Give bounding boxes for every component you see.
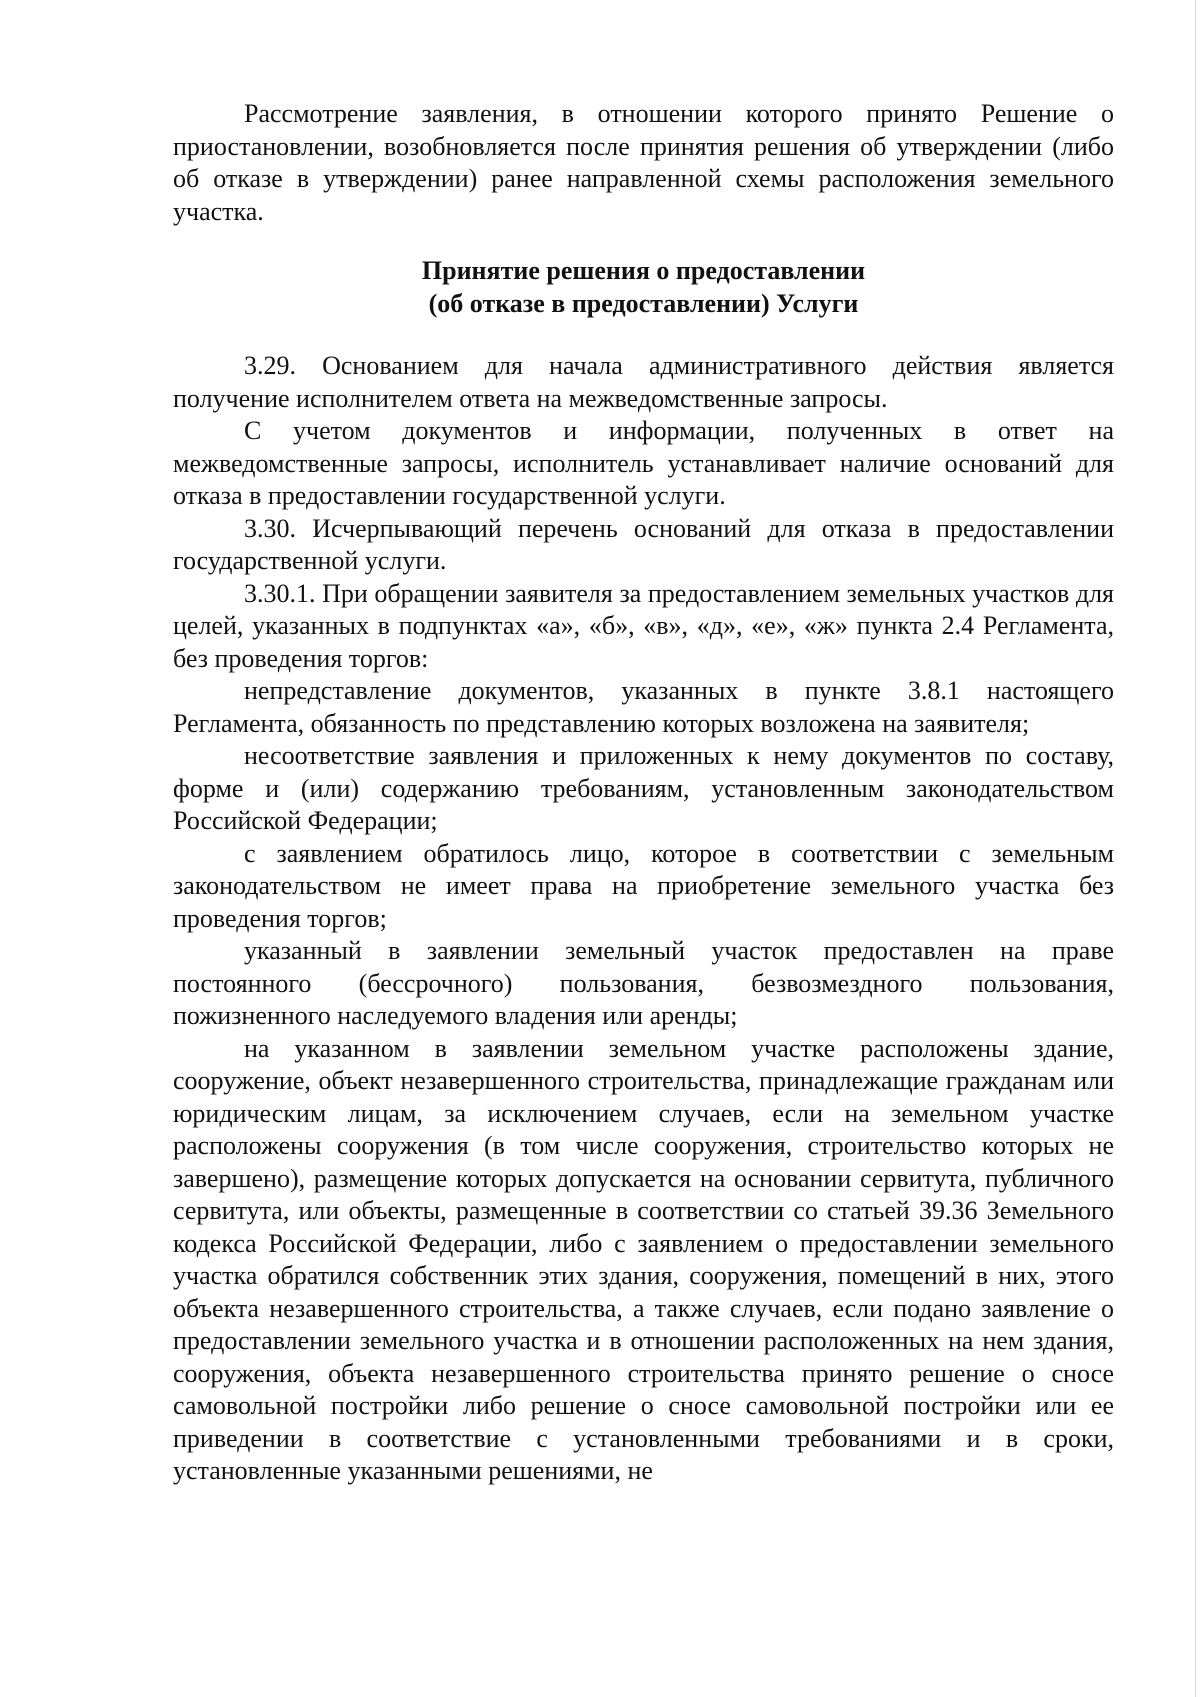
section-heading-line-2: (об отказе в предоставлении) Услуги	[428, 288, 859, 318]
list-item-no-right: с заявлением обратилось лицо, которое в соответствии с земельным законодательством не имеет права на приобретение земельного участка без проведения торгов;	[173, 838, 1114, 933]
section-heading	[173, 255, 1114, 320]
paragraph-3-29: 3.29. Основанием для начала административного действия является получение исполнителем ответа на межведомственные запросы.	[173, 351, 1114, 413]
document-body	[173, 98, 1114, 1488]
list-item-noncompliance: несоответствие заявления и приложенных к нему документов по составу, форме и (или) содержанию требованиям, установленным законодательством Российской Федерации;	[173, 741, 1114, 835]
intro-paragraph: Рассмотрение заявления, в отношении которого принято Решение о приостановлении, возобновляется после принятия решения об утверждении (либо об отказе в утверждении) ранее направленной схемы расположения земельного участка.	[173, 99, 1114, 226]
paragraph-interagency-info: С учетом документов и информации, полученных в ответ на межведомственные запросы, исполнитель устанавливает наличие оснований для отказа в предоставлении государственной услуги.	[173, 416, 1114, 510]
page-edge-divider	[1195, 0, 1196, 1697]
paragraph-3-30-1: 3.30.1. При обращении заявителя за предоставлением земельных участков для целей, указанных в подпунктах «а», «б», «в», «д», «е», «ж» пункта 2.4 Регламента, без проведения торгов:	[173, 578, 1114, 673]
list-item-missing-documents: непредставление документов, указанных в пункте 3.8.1 настоящего Регламента, обязанность по представлению которых возложена на заявителя;	[173, 676, 1114, 738]
list-item-buildings-on-plot: на указанном в заявлении земельном участке расположены здание, сооружение, объект незавершенного строительства, принадлежащие гражданам или юридическим лицам, за исключением случаев, если на земельном участке расположены сооружения (в том числе сооружения, строительство которых не завершено), размещение которых допускается на основании сервитута, публичного сервитута, или объекты, размещенные в соответствии со статьей 39.36 Земельного кодекса Российской Федерации, либо с заявлением о предоставлении земельного участка обратился собственник этих здания, сооружения, помещений в них, этого объекта незавершенного строительства, а также случаев, если подано заявление о предоставлении земельного участка и в отношении расположенных на нем здания, сооружения, объекта незавершенного строительства принято решение о сносе самовольной постройки либо решение о сносе самовольной постройки или ее приведении в соответствие с установленными требованиями и в сроки, установленные указанными решениями, не	[173, 1033, 1114, 1485]
section-heading-line-1: Принятие решения о предоставлении	[421, 256, 866, 285]
list-item-already-granted: указанный в заявлении земельный участок предоставлен на праве постоянного (бессрочного) пользования, безвозмездного пользования, пожизненного наследуемого владения или аренды;	[173, 936, 1114, 1030]
paragraph-3-30: 3.30. Исчерпывающий перечень оснований для отказа в предоставлении государственной услуги.	[173, 513, 1114, 575]
